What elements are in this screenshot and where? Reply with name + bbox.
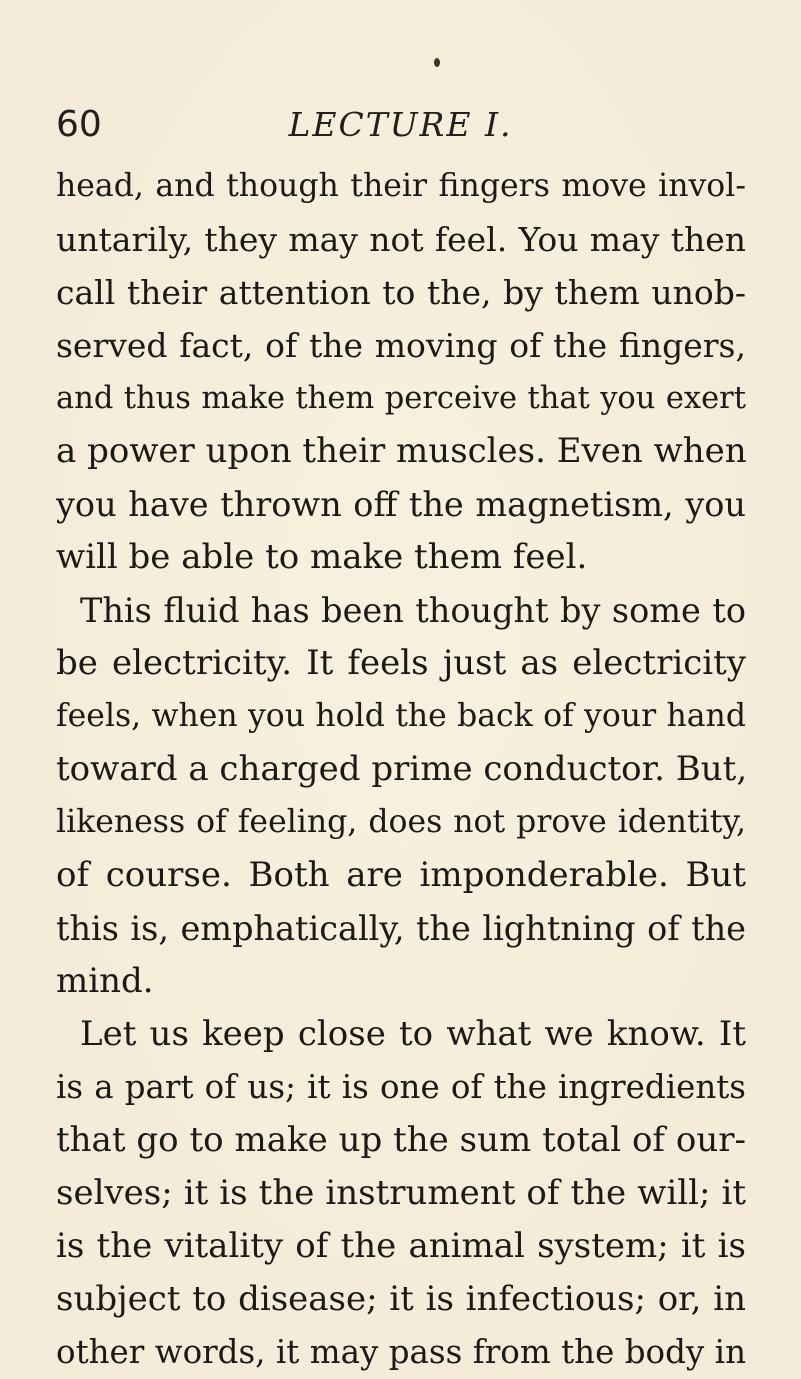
text-line: call their attention to the, by them unob- [56, 273, 746, 312]
text-line: selves; it is the instrument of the will; it [56, 1173, 746, 1213]
text-line: of course. Both are imponderable. But [56, 855, 746, 895]
text-line: a power upon their muscles. Even when [56, 431, 747, 471]
text-line: is a part of us; it is one of the ingredients [56, 1068, 746, 1106]
text-line: that go to make up the sum total of our- [56, 1120, 746, 1160]
text-line: untarily, they may not feel. You may then [56, 220, 746, 259]
text-line: This fluid has been thought by some to [80, 591, 746, 630]
text-line: Let us keep close to what we know. It [80, 1014, 746, 1054]
text-line: toward a charged prime conductor. But, [56, 749, 748, 789]
text-line: mind. [56, 961, 154, 1001]
text-line: served fact, of the moving of the fingers, [56, 326, 746, 365]
text-line: feels, when you hold the back of your hand [56, 698, 746, 734]
text-line: likeness of feeling, does not prove identity, [56, 804, 746, 840]
running-head: LECTURE I. [288, 105, 513, 144]
ink-speck [434, 58, 440, 67]
body-text [56, 160, 746, 1379]
text-line: is the vitality of the animal system; it is [56, 1226, 746, 1266]
text-line: you have thrown off the magnetism, you [56, 485, 746, 524]
text-line: and thus make them perceive that you exert [56, 381, 746, 416]
text-line: other words, it may pass from the body in [56, 1333, 746, 1371]
page-header [0, 102, 801, 152]
text-line: will be able to make them feel. [56, 537, 588, 577]
text-line: head, and though their fingers move invol- [56, 168, 746, 204]
text-line: subject to disease; it is infectious; or, in [56, 1279, 746, 1319]
text-line: this is, emphatically, the lightning of the [56, 909, 746, 948]
page-number: 60 [56, 104, 102, 145]
text-line: be electricity. It feels just as electricity [56, 643, 746, 683]
